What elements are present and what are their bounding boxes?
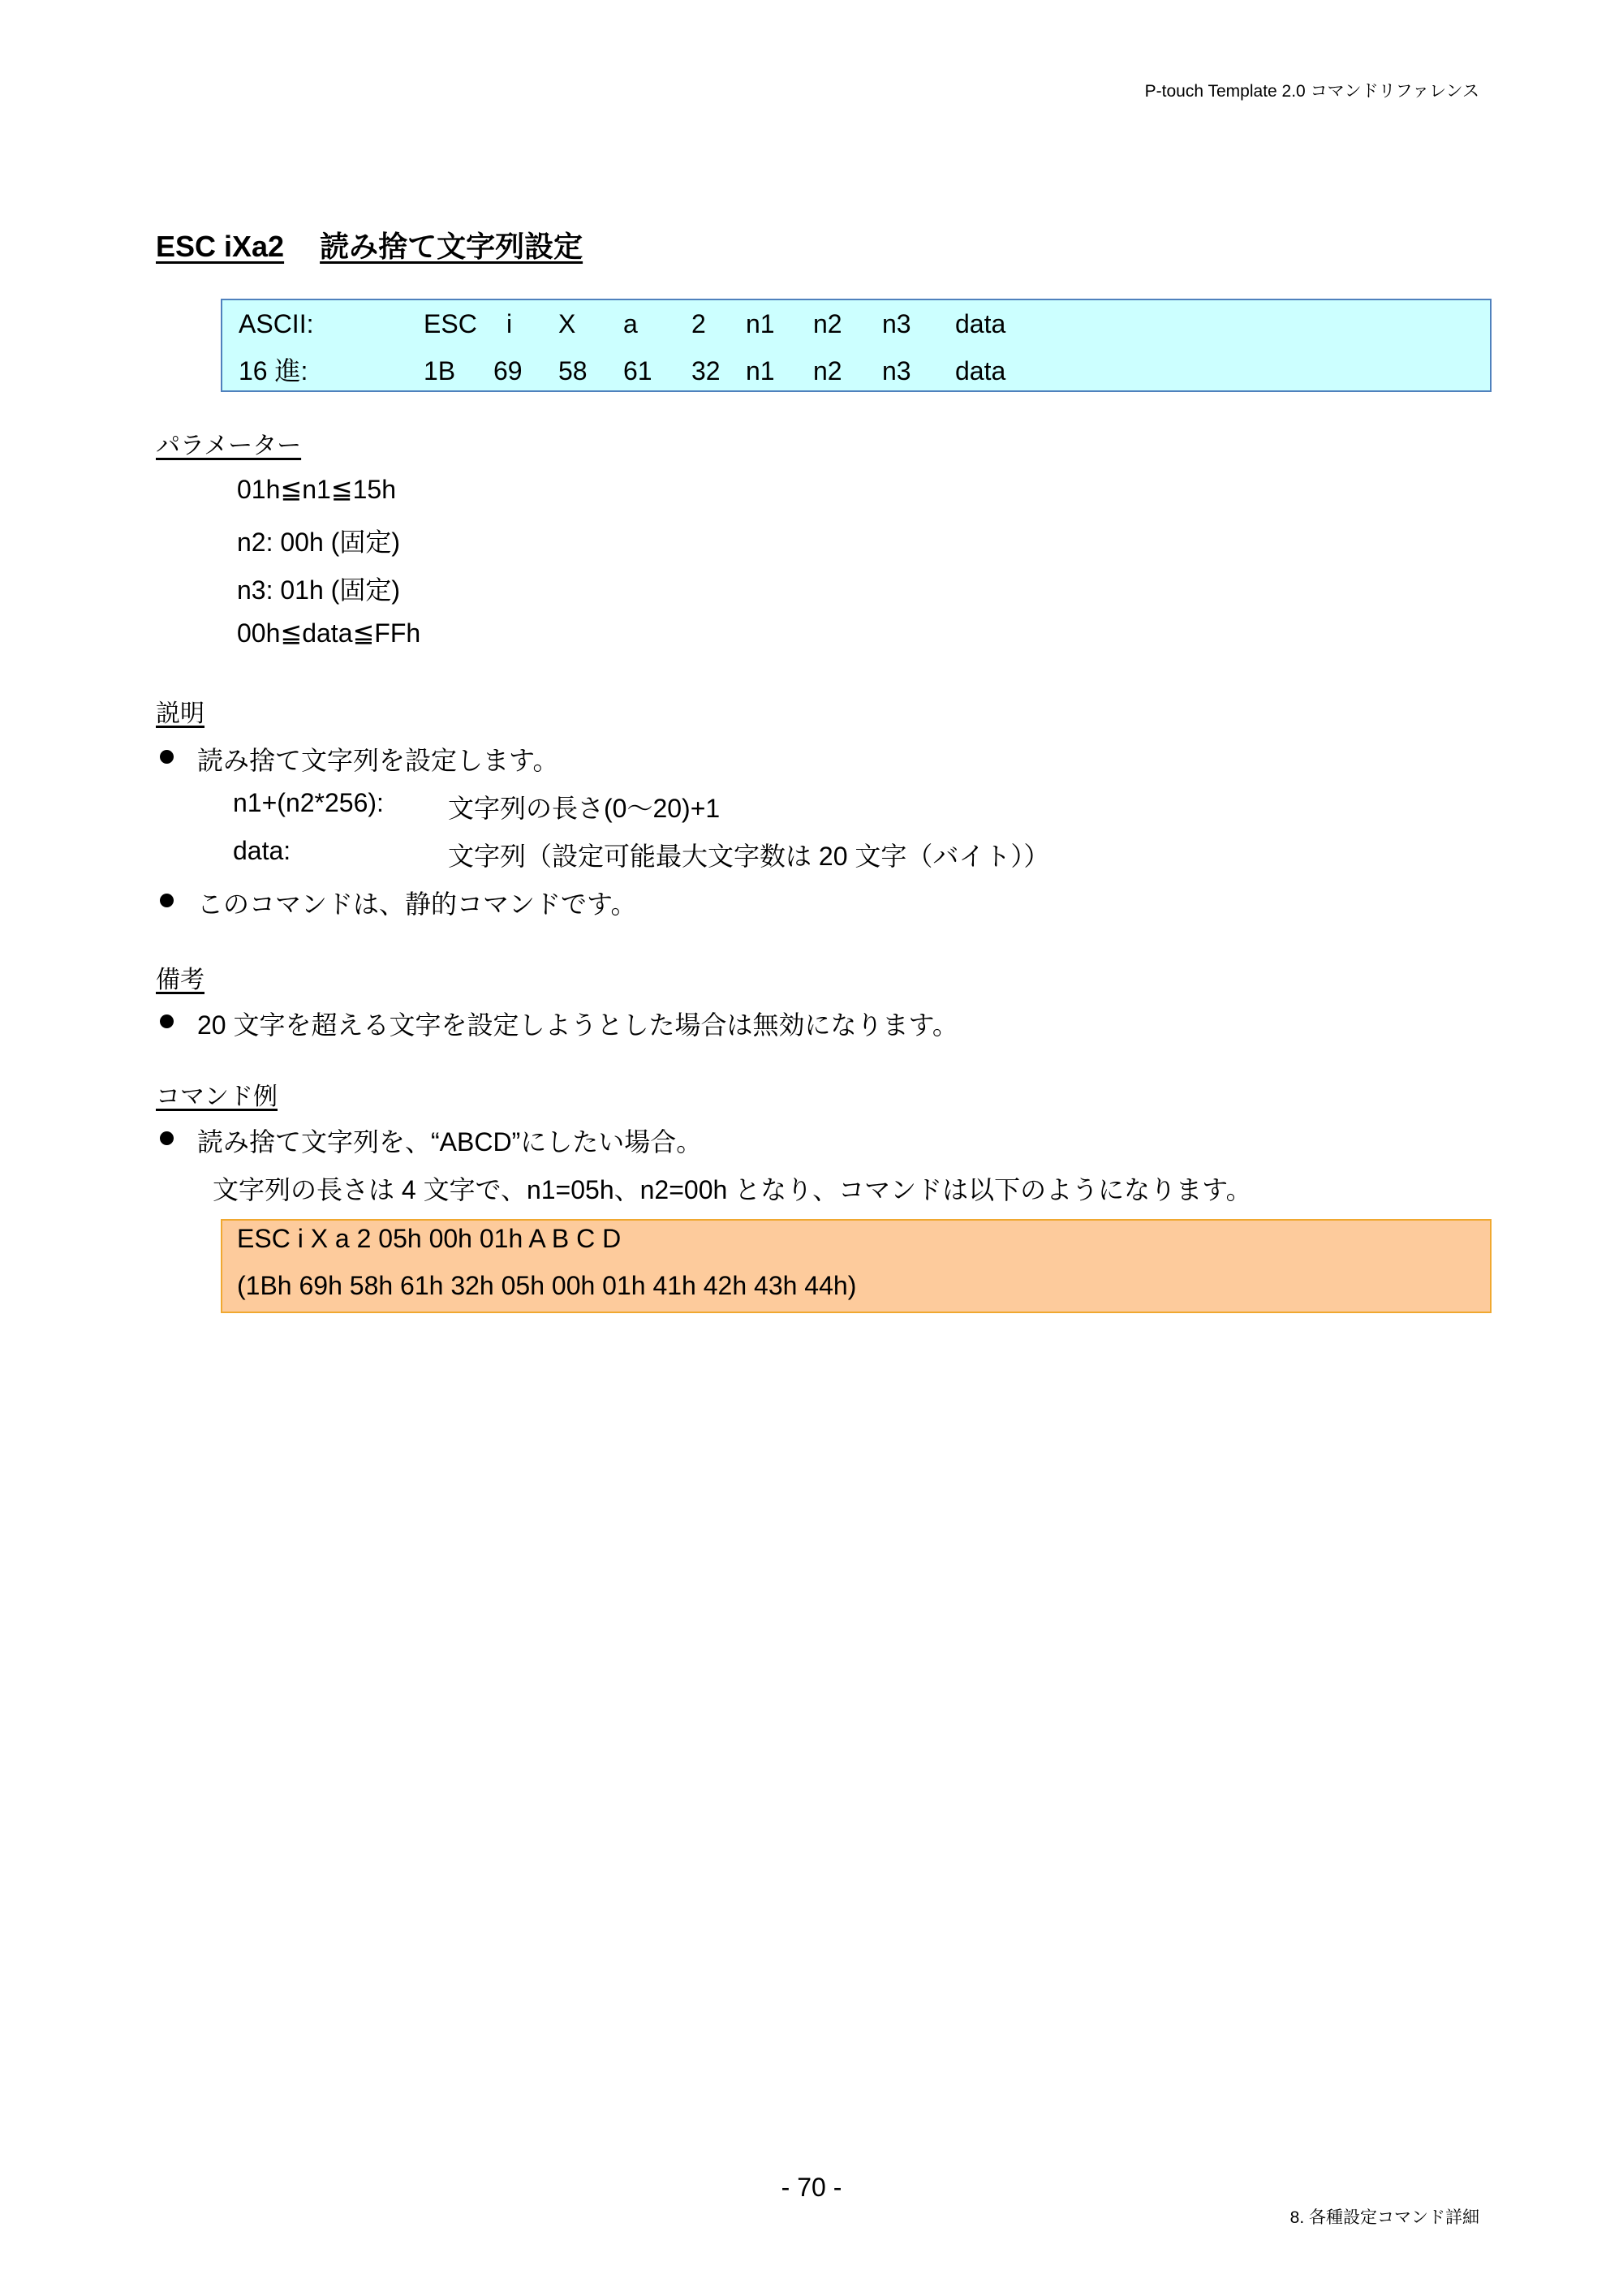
notes-bullet: 20 文字を超える文字を設定しようとした場合は無効になります。	[197, 1010, 958, 1040]
title-command: ESC iXa2	[156, 230, 285, 263]
command-format-box	[221, 299, 1492, 392]
cell: a	[623, 309, 638, 338]
notes-heading: 備考	[156, 967, 204, 993]
cell: data	[955, 356, 1006, 386]
cell: i	[506, 309, 513, 338]
cell: data	[955, 309, 1006, 338]
cell: n3	[882, 309, 911, 338]
cell: n2	[813, 356, 842, 386]
parameter-item: 01h≦n1≦15h	[237, 475, 396, 504]
ascii-row	[222, 304, 1490, 351]
bullet-icon	[160, 1131, 174, 1145]
description-bullet: 読み捨て文字列を設定します。	[197, 746, 559, 775]
definition-term: n1+(n2*256):	[233, 788, 384, 817]
hex-row	[222, 351, 1490, 398]
example-heading: コマンド例	[156, 1083, 278, 1110]
row-label: ASCII:	[239, 309, 314, 338]
cell: ESC	[424, 309, 477, 338]
cell: n2	[813, 309, 842, 338]
cell: 1B	[424, 356, 456, 386]
definition-term: data:	[233, 836, 291, 865]
parameters-heading: パラメーター	[156, 433, 302, 459]
bullet-icon	[160, 894, 174, 907]
parameter-item: n3: 01h (固定)	[237, 575, 400, 605]
cell: n1	[746, 309, 775, 338]
chapter-footer: 8. 各種設定コマンド詳細	[1289, 2208, 1479, 2227]
row-label: 16 進:	[239, 356, 308, 386]
cell: 58	[558, 356, 588, 386]
cell: n3	[882, 356, 911, 386]
page-number: - 70 -	[781, 2173, 842, 2202]
example-bullet: 読み捨て文字列を、“ABCD”にしたい場合。	[197, 1127, 703, 1157]
cell: 2	[691, 309, 706, 338]
title-name: 読み捨て文字列設定	[320, 230, 583, 263]
cell: 61	[623, 356, 652, 386]
cell: 69	[493, 356, 523, 386]
example-explanation: 文字列の長さは 4 文字で、n1=05h、n2=00h となり、コマンドは以下のようになります。	[213, 1175, 1252, 1204]
cell: X	[558, 309, 576, 338]
bullet-icon	[160, 750, 174, 764]
page-title	[156, 224, 583, 265]
cell: 32	[691, 356, 721, 386]
example-code-line: (1Bh 69h 58h 61h 32h 05h 00h 01h 41h 42h 43h 44h)	[237, 1271, 857, 1300]
example-code-box	[221, 1219, 1492, 1313]
description-heading: 説明	[156, 700, 204, 727]
running-header: P-touch Template 2.0 コマンドリファレンス	[1144, 82, 1479, 101]
example-code-line: ESC i X a 2 05h 00h 01h A B C D	[237, 1224, 622, 1253]
description-bullet: このコマンドは、静的コマンドです。	[197, 890, 637, 919]
definition-desc: 文字列（設定可能最大文字数は 20 文字（バイト））	[448, 842, 1050, 871]
cell: n1	[746, 356, 775, 386]
parameter-item: n2: 00h (固定)	[237, 528, 400, 557]
definition-desc: 文字列の長さ(0〜20)+1	[448, 794, 721, 823]
bullet-icon	[160, 1014, 174, 1028]
parameter-item: 00h≦data≦FFh	[237, 618, 421, 648]
